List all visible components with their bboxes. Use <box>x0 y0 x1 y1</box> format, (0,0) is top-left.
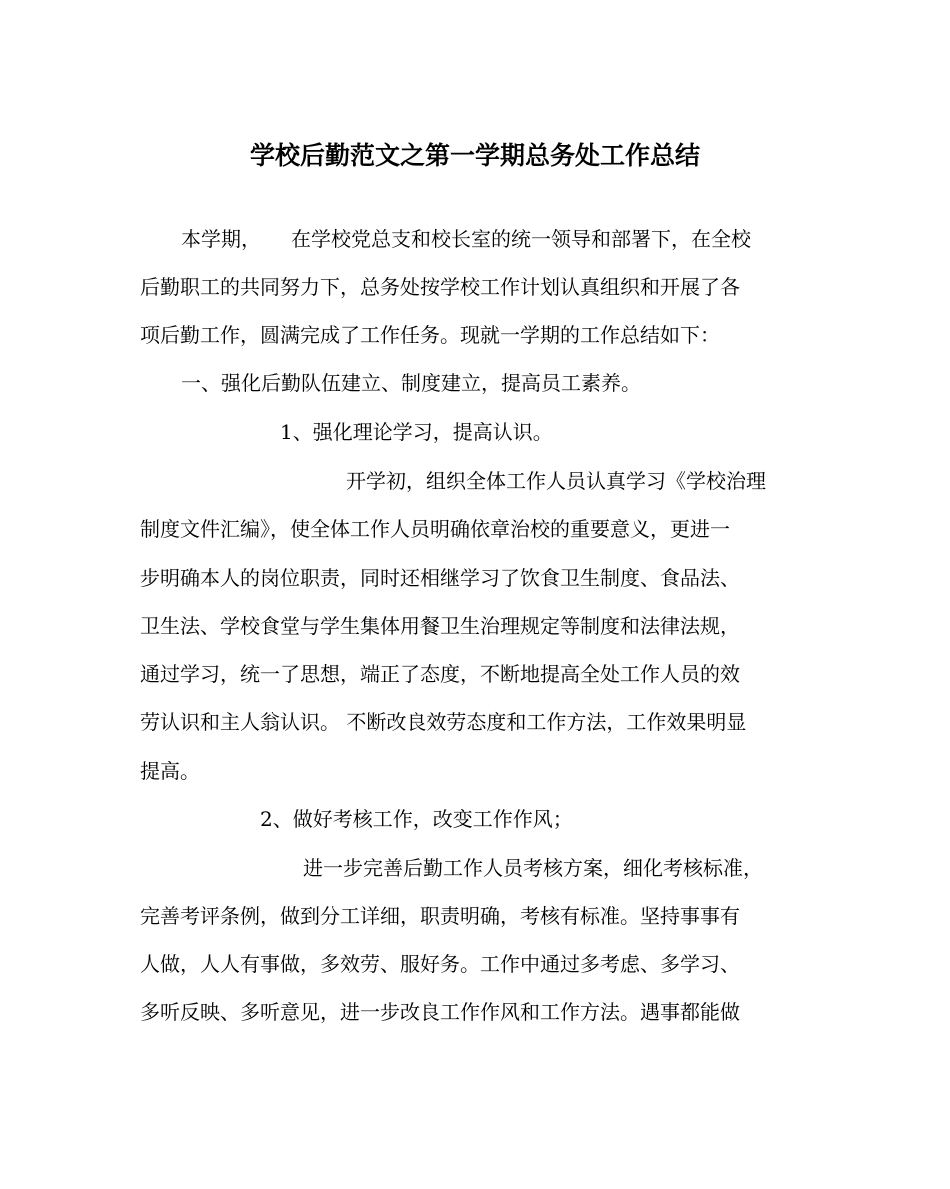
paragraph-line: 提高。 <box>140 759 200 783</box>
paragraph-line: 人做，人人有事做，多效劳、服好务。工作中通过多考虑、多学习、 <box>140 952 740 976</box>
paragraph-line: 通过学习，统一了思想，端正了态度，不断地提高全处工作人员的效 <box>140 662 740 686</box>
paragraph-line: 步明确本人的岗位职责，同时还相继学习了饮食卫生制度、食品法、 <box>140 566 740 590</box>
paragraph-line: 制度文件汇编》，使全体工作人员明确依章治校的重要意义，更进一 <box>140 517 730 541</box>
paragraph-line: 完善考评条例，做到分工详细，职责明确，考核有标准。坚持事事有 <box>140 904 740 928</box>
paragraph-line: 本学期， 在学校党总支和校长室的统一领导和部署下，在全校 <box>181 227 751 251</box>
paragraph-line: 卫生法、学校食堂与学生集体用餐卫生治理规定等制度和法律法规， <box>140 614 740 638</box>
paragraph-line: 项后勤工作，圆满完成了工作任务。现就一学期的工作总结如下： <box>140 323 720 347</box>
paragraph-line: 后勤职工的共同努力下，总务处按学校工作计划认真组织和开展了各 <box>140 275 740 299</box>
paragraph-line: 劳认识和主人翁认识。 不断改良效劳态度和工作方法，工作效果明显 <box>140 710 747 734</box>
paragraph-line: 多听反映、多听意见，进一步改良工作作风和工作方法。遇事都能做 <box>140 1000 740 1024</box>
paragraph-line: 开学初，组织全体工作人员认真学习《学校治理 <box>346 469 766 493</box>
subsection-heading: 1、强化理论学习，提高认识。 <box>280 420 553 444</box>
paragraph-line: 进一步完善后勤工作人员考核方案，细化考核标准， <box>303 856 763 880</box>
section-heading: 一、强化后勤队伍建立、制度建立，提高员工素养。 <box>181 371 641 395</box>
document-title: 学校后勤范文之第一学期总务处工作总结 <box>249 141 700 170</box>
subsection-heading: 2、做好考核工作，改变工作作风； <box>260 807 573 831</box>
